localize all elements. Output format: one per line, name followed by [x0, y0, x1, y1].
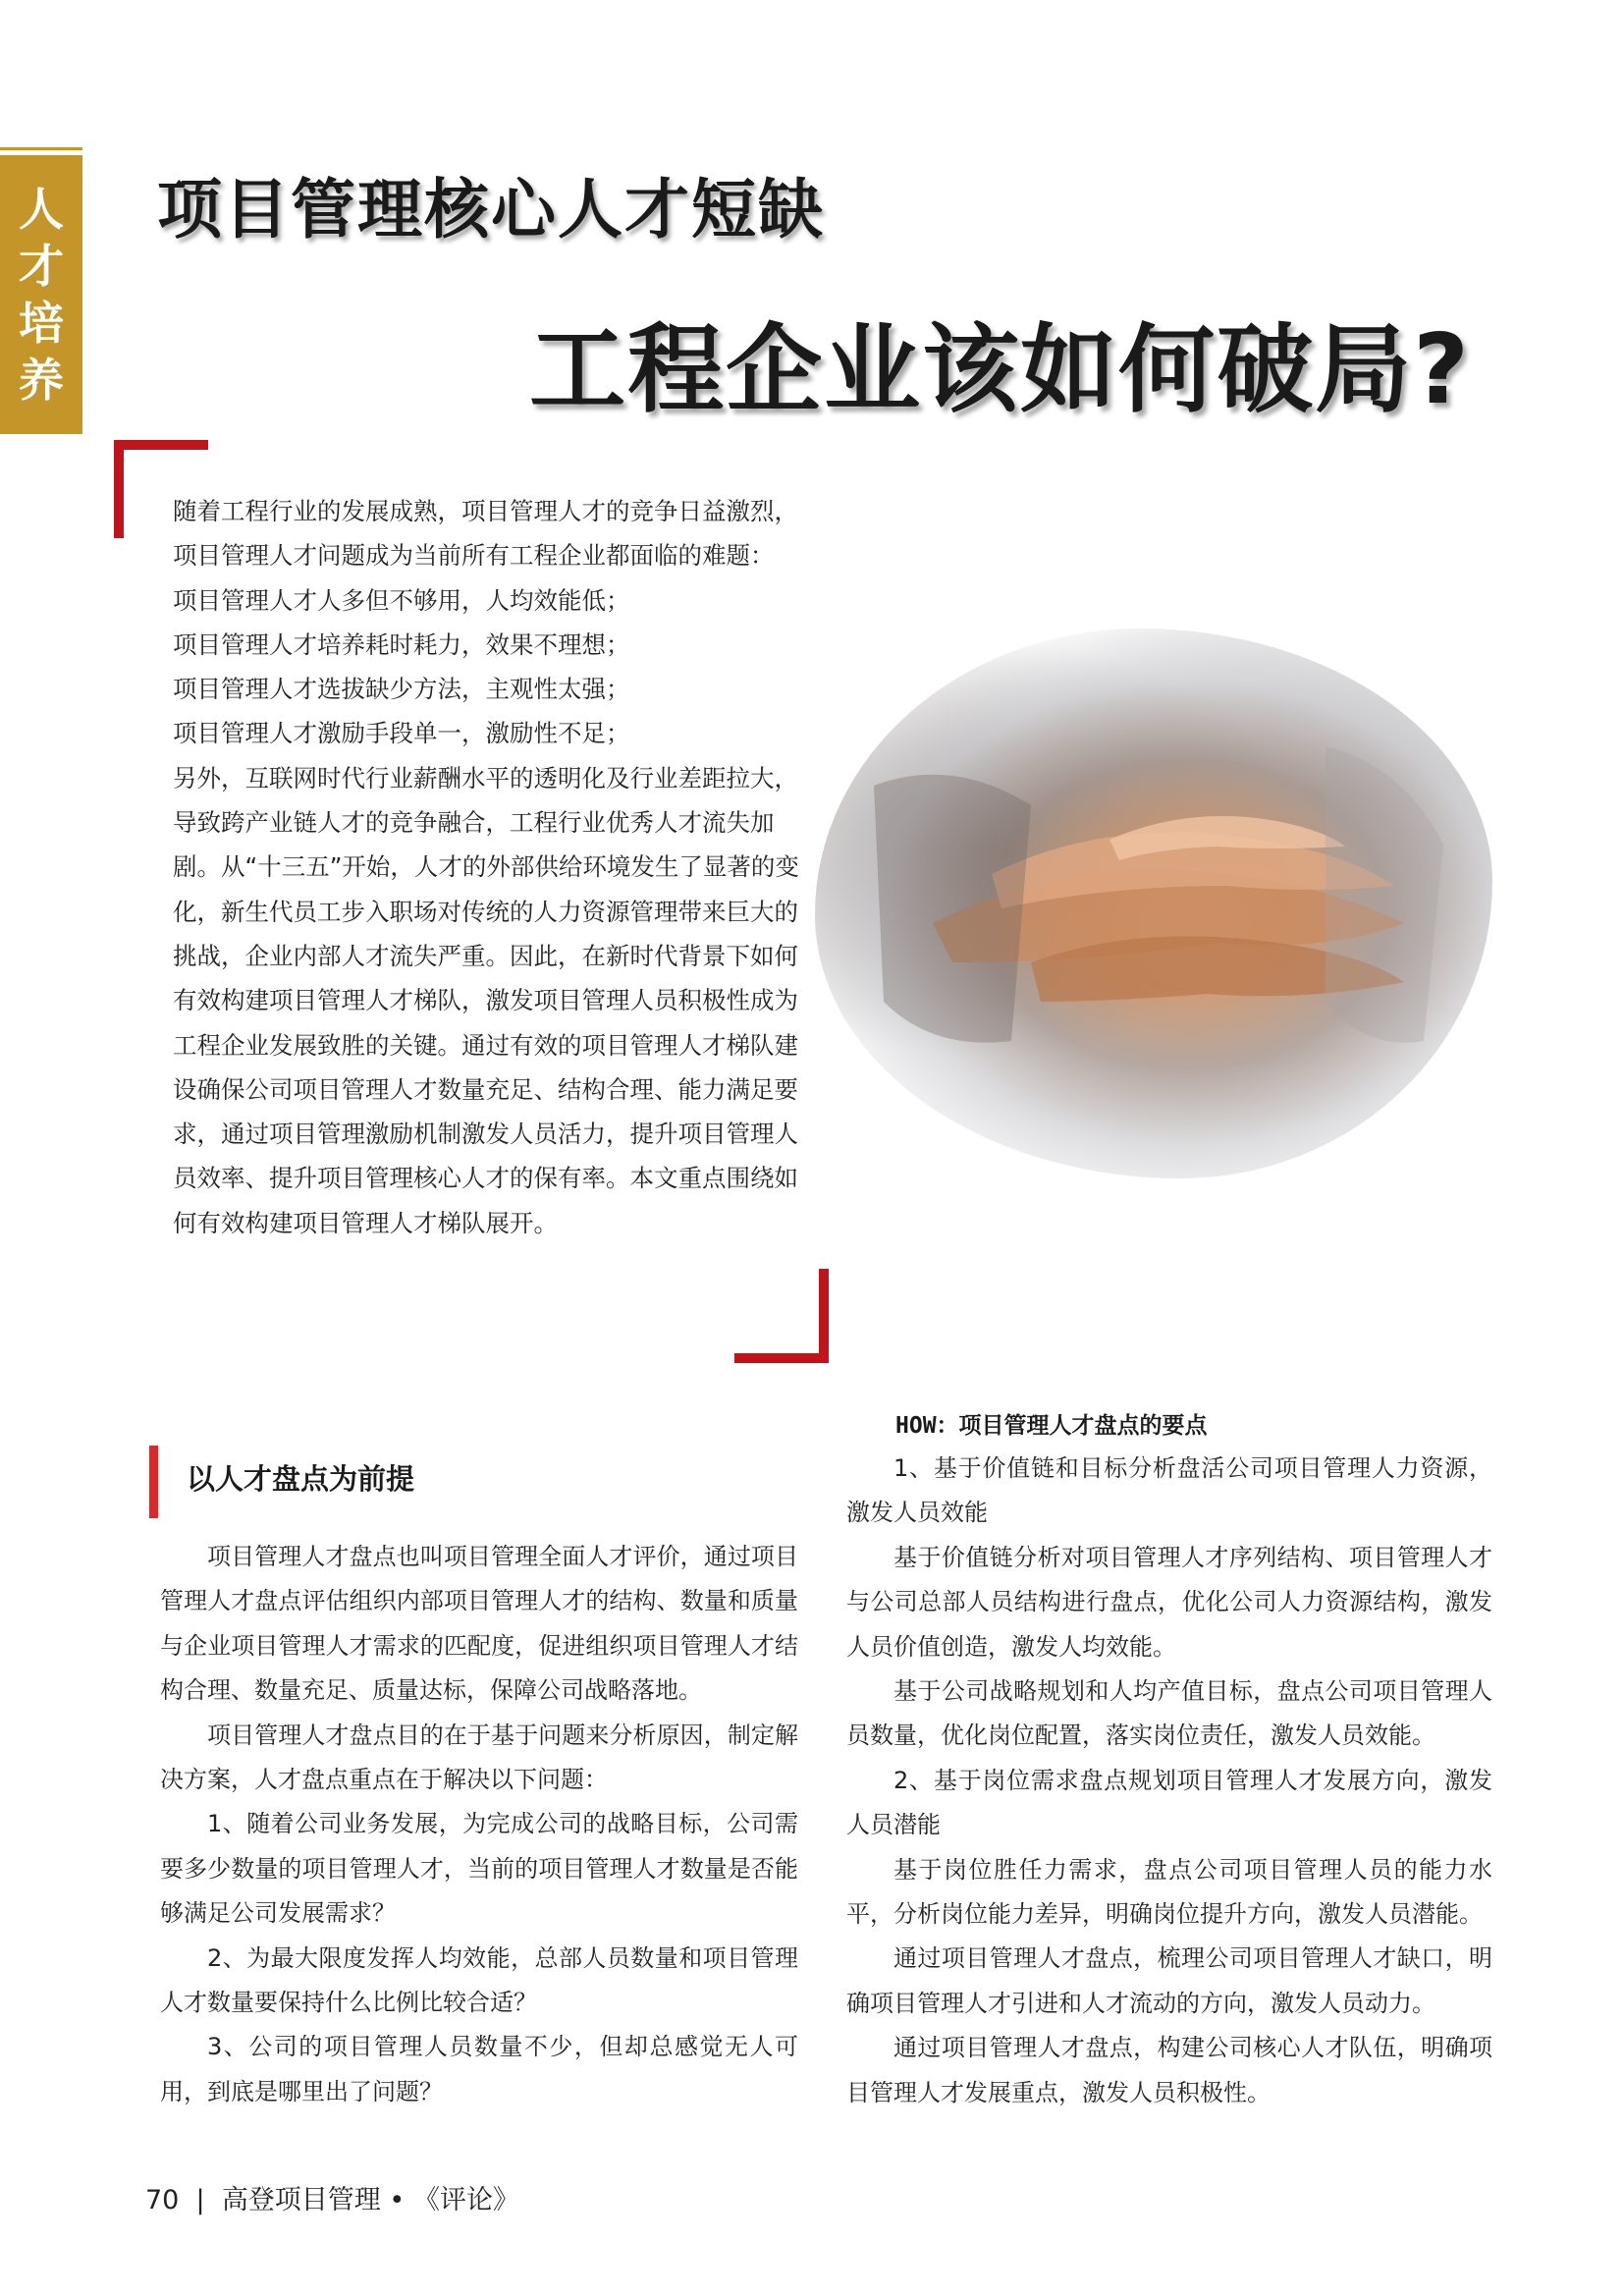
hands-illustration [815, 629, 1492, 1178]
section-tab-char: 才 [19, 240, 64, 293]
teamwork-hands-photo [815, 629, 1492, 1178]
article-title-line2: 工程企业该如何破局? [529, 314, 1471, 426]
body-paragraph: 项目管理人才盘点也叫项目管理全面人才评价，通过项目管理人才盘点评估组织内部项目管理人才的结构、数量和质量与企业项目管理人才需求的匹配度，促进组织项目管理人才结构合理、数量充足、质量达标，保障公司战略落地。 [160, 1543, 798, 1705]
body-paragraph: 项目管理人才盘点目的在于基于问题来分析原因，制定解决方案，人才盘点重点在于解决以下问题： [160, 1721, 798, 1794]
body-paragraph: 1、基于价值链和目标分析盘活公司项目管理人力资源，激发人员效能 [846, 1454, 1492, 1527]
bracket-top-left-vertical [114, 440, 124, 538]
body-paragraph: 基于岗位胜任力需求，盘点公司项目管理人员的能力水平，分析岗位能力差异，明确岗位提升方向，激发人员潜能。 [846, 1855, 1492, 1929]
section-tab-char: 培 [19, 297, 64, 350]
bracket-top-left [114, 440, 208, 450]
footer-separator: | [195, 2185, 205, 2215]
section-tab-char: 人 [19, 183, 64, 236]
footer-dot: • [389, 2185, 406, 2215]
bracket-bottom-right-vertical [819, 1269, 829, 1363]
body-paragraph: 基于价值链分析对项目管理人才序列结构、项目管理人才与公司总部人员结构进行盘点，优化公司人力资源结构，激发人员价值创造，激发人均效能。 [846, 1543, 1492, 1661]
body-paragraph: 3、公司的项目管理人员数量不少，但却总感觉无人可用，到底是哪里出了问题？ [160, 2033, 798, 2105]
intro-paragraph: 另外，互联网时代行业薪酬水平的透明化及行业差距拉大，导致跨产业链人才的竞争融合，工程行业优秀人才流失加剧。从“十三五”开始，人才的外部供给环境发生了显著的变化，新生代员工步入职场对传统的人力资源管理带来巨大的挑战，企业内部人才流失严重。因此，在新时代背景下如何有效构建项目管理人才梯队，激发项目管理人员积极性成为工程企业发展致胜的关键。通过有效的项目管理人才梯队建设确保公司项目管理人才数量充足、结构合理、能力满足要求，通过项目管理激励机制激发人员活力，提升项目管理人员效率、提升项目管理核心人才的保有率。本文重点围绕如何有效构建项目管理人才梯队展开。 [173, 763, 799, 1237]
body-paragraph: 2、为最大限度发挥人均效能，总部人员数量和项目管理人才数量要保持什么比例比较合适？ [160, 1943, 798, 2017]
page-number: 70 [145, 2185, 180, 2215]
intro-list-item: 项目管理人才选拔缺少方法，主观性太强； [173, 675, 630, 704]
section-tab [0, 155, 82, 434]
right-column [846, 1447, 1492, 2115]
page-footer [145, 2178, 519, 2216]
intro-paragraph: 随着工程行业的发展成熟，项目管理人才的竞争日益激烈，项目管理人才问题成为当前所有工程企业都面临的难题： [173, 497, 798, 571]
column-name: 《评论》 [412, 2185, 519, 2215]
publication-name: 高登项目管理 [221, 2185, 381, 2215]
body-paragraph: 基于公司战略规划和人均产值目标，盘点公司项目管理人员数量，优化岗位配置，落实岗位责任，激发人员效能。 [846, 1677, 1492, 1750]
bracket-bottom-right [734, 1353, 829, 1363]
intro-block [173, 489, 801, 1245]
left-column [160, 1535, 798, 2114]
body-paragraph: 通过项目管理人才盘点，构建公司核心人才队伍，明确项目管理人才发展重点，激发人员积极性。 [846, 2034, 1492, 2106]
section-tab-rule [0, 147, 82, 150]
body-paragraph: 1、随着公司业务发展，为完成公司的战略目标，公司需要多少数量的项目管理人才，当前的项目管理人才数量是否能够满足公司发展需求？ [160, 1810, 798, 1928]
intro-list-item: 项目管理人才培养耗时耗力，效果不理想； [173, 629, 630, 659]
article-title-line1: 项目管理核心人才短缺 [157, 172, 825, 247]
section-heading: 以人才盘点为前提 [187, 1462, 415, 1496]
body-paragraph: 通过项目管理人才盘点，梳理公司项目管理人才缺口，明确项目管理人才引进和人才流动的方向，激发人员动力。 [846, 1944, 1492, 2017]
intro-list-item: 项目管理人才人多但不够用，人均效能低； [173, 585, 630, 615]
section-tab-char: 养 [19, 354, 64, 407]
section-heading-accent-bar [149, 1446, 158, 1518]
subsection-heading: HOW：项目管理人才盘点的要点 [895, 1413, 1208, 1439]
intro-list-item: 项目管理人才激励手段单一，激励性不足； [173, 719, 630, 748]
body-paragraph: 2、基于岗位需求盘点规划项目管理人才发展方向，激发人员潜能 [846, 1766, 1492, 1839]
